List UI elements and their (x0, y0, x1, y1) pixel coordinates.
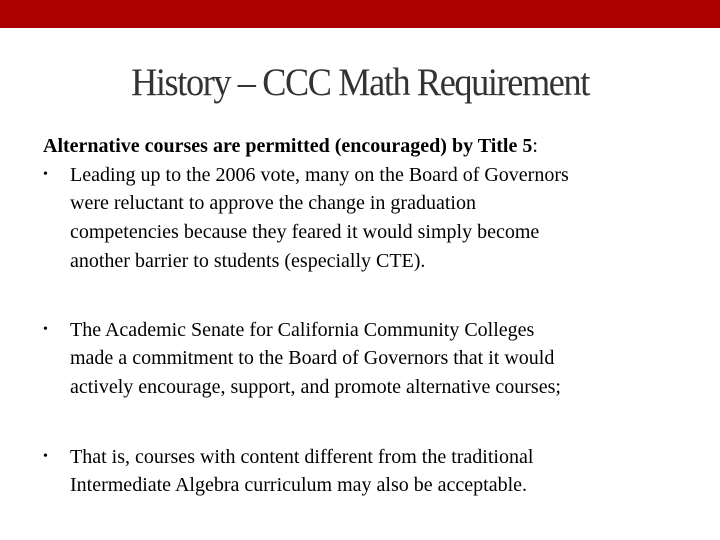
bullet-line: actively encourage, support, and promote alternative courses; (70, 375, 561, 398)
bullet-item (43, 316, 703, 402)
bullet-line: The Academic Senate for California Community Colleges (70, 318, 535, 341)
slide-body (43, 132, 703, 500)
heading-tail: : (532, 135, 538, 157)
bullet-line: That is, courses with content different from the traditional (70, 445, 534, 468)
bullet-item (43, 161, 703, 276)
bullet-line: made a commitment to the Board of Governors that it would (70, 347, 555, 370)
bullet-icon: • (43, 448, 48, 464)
heading-bold: Alternative courses are permitted (encouraged) by Title 5 (43, 135, 533, 157)
bullet-icon: • (43, 321, 48, 337)
header-bar (0, 0, 720, 28)
bullet-line: competencies because they feared it would simply become (70, 221, 540, 244)
bullet-item (43, 443, 703, 500)
bullet-icon: • (43, 166, 48, 182)
slide-title: History – CCC Math Requirement (131, 61, 589, 104)
body-heading (43, 132, 703, 161)
bullet-line: were reluctant to approve the change in graduation (70, 192, 476, 215)
bullet-line: Leading up to the 2006 vote, many on the Board of Governors (70, 163, 569, 186)
bullet-line: Intermediate Algebra curriculum may also be acceptable. (70, 474, 528, 497)
bullet-line: another barrier to students (especially CTE). (70, 249, 426, 272)
